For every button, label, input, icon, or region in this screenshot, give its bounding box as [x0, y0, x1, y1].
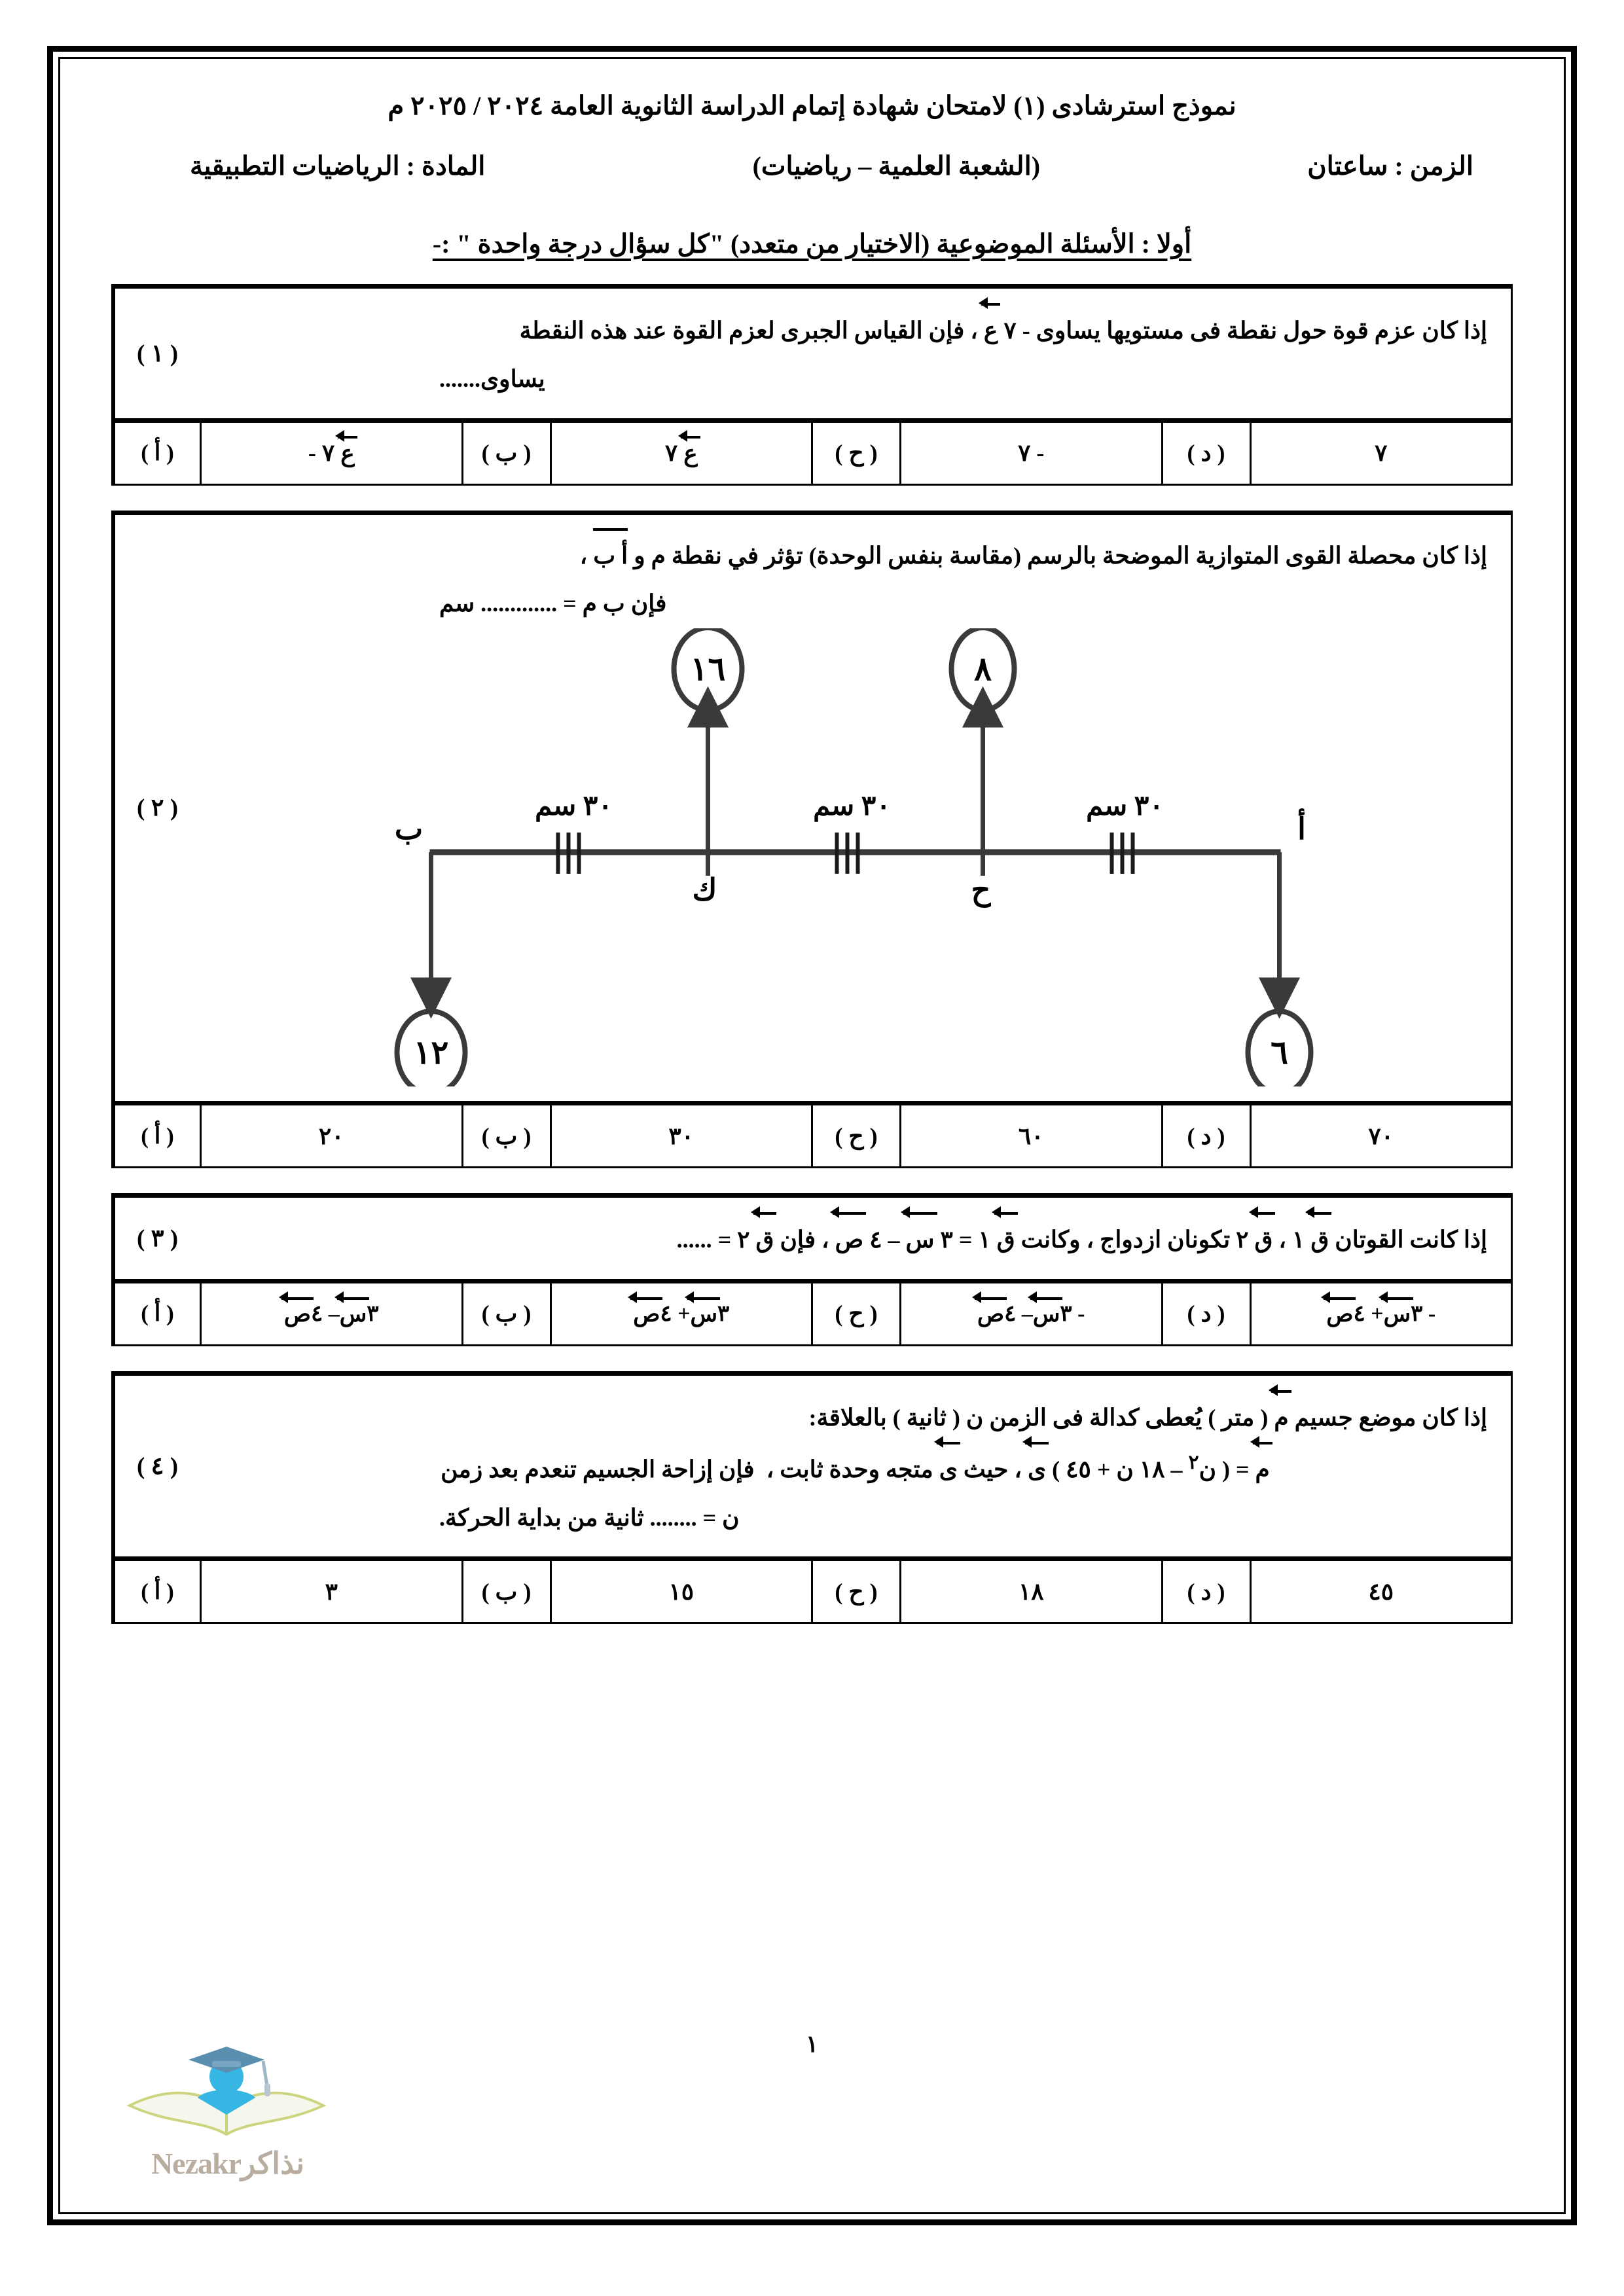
- question-1-row: [113, 289, 1511, 418]
- option-a-value-3[interactable]: ٣ س – ٤ ص: [200, 1283, 461, 1344]
- up-force-8-label: ٨: [974, 651, 992, 688]
- exam-subject: المادة : الرياضيات التطبيقية: [190, 151, 486, 181]
- question-2-number: ( ٢ ): [113, 515, 200, 1102]
- question-3-text: [200, 1198, 1511, 1279]
- question-4-text: [200, 1376, 1511, 1556]
- site-logo-text-arabic: نذاكر: [241, 2147, 305, 2180]
- option-c-value-1[interactable]: - ٧: [899, 423, 1161, 484]
- option-c-letter-4[interactable]: ( ح ): [811, 1561, 899, 1622]
- beam-label-b: ب: [394, 812, 424, 846]
- option-d-letter-2[interactable]: ( د ): [1161, 1105, 1250, 1166]
- question-4-line2: م = ( ن$^٢$ – ١٨ ن + ٤٥ ) ى ، حيث ى متجه وحدة ثابت ، فإن إزاحة الجسيم تنعدم بعد زمن: [223, 1443, 1487, 1494]
- down-force-12-label: ١٢: [413, 1034, 449, 1071]
- segment-label-2: ٣٠ سم: [813, 791, 891, 822]
- question-4-options: [113, 1556, 1511, 1622]
- question-block-3: [111, 1193, 1513, 1346]
- question-4-line3: ن = ........ ثانية من بداية الحركة.: [439, 1504, 740, 1531]
- question-4-line1: إذا كان موضع جسيم م ( متر ) يُعطى كدالة فى الزمن ن ( ثانية ) بالعلاقة:: [808, 1405, 1487, 1431]
- option-b-letter-3[interactable]: ( ب ): [461, 1283, 550, 1344]
- option-c-value-3[interactable]: - ٣ س – ٤ ص: [899, 1283, 1161, 1344]
- page-frame: [47, 46, 1577, 2225]
- question-2-row: [113, 515, 1511, 1102]
- question-2-options: [113, 1101, 1511, 1166]
- option-b-letter-2[interactable]: ( ب ): [461, 1105, 550, 1166]
- option-b-letter-4[interactable]: ( ب ): [461, 1561, 550, 1622]
- option-c-letter-2[interactable]: ( ح ): [811, 1105, 899, 1166]
- question-4-answer-label: ( أ ): [113, 1561, 200, 1622]
- question-3-row: [113, 1198, 1511, 1279]
- question-2-line2: فإن ب م = ............. سم: [439, 590, 667, 617]
- option-d-letter-1[interactable]: ( د ): [1161, 423, 1250, 484]
- page-inner-border: [58, 57, 1566, 2214]
- question-1-text: [200, 289, 1511, 418]
- question-1-line2: يساوى.......: [439, 365, 545, 392]
- option-a-value-2[interactable]: ٢٠: [200, 1105, 461, 1166]
- section-heading-text: أولا : الأسئلة الموضوعية (الاختيار من متعدد) "كل سؤال درجة واحدة " :-: [432, 229, 1192, 259]
- site-logo-icon: [117, 2035, 339, 2153]
- page-number: ١: [805, 2031, 819, 2057]
- site-logo: [117, 2035, 339, 2182]
- option-d-letter-3[interactable]: ( د ): [1161, 1283, 1250, 1344]
- exam-meta-row: [111, 151, 1513, 181]
- exam-title: نموذج استرشادى (١) لامتحان شهادة إتمام الدراسة الثانوية العامة ٢٠٢٤ / ٢٠٢٥ م: [388, 91, 1236, 120]
- up-force-16-label: ١٦: [690, 651, 726, 688]
- option-b-value-1[interactable]: ع ٧: [550, 423, 812, 484]
- question-block-4: [111, 1371, 1513, 1624]
- down-force-6-label: ٦: [1271, 1034, 1288, 1071]
- page-footer: [60, 2018, 1564, 2189]
- option-b-value-4[interactable]: ١٥: [550, 1561, 812, 1622]
- segment-label-1: ٣٠ سم: [535, 791, 613, 822]
- site-logo-text-latin: Nezakr: [151, 2147, 242, 2180]
- cap-tassel-end: [264, 2083, 270, 2096]
- question-4-row: [113, 1376, 1511, 1556]
- option-d-value-3[interactable]: - ٣ س + ٤ ص: [1250, 1283, 1511, 1344]
- force-diagram-svg: [223, 628, 1487, 1086]
- section-heading: [111, 228, 1513, 259]
- question-1-line1: إذا كان عزم قوة حول نقطة فى مستويها يساوى - ٧ ع ، فإن القياس الجبرى لعزم القوة عند هذه النقطة: [520, 317, 1487, 344]
- cap-tassel-icon: [263, 2061, 267, 2086]
- vector-ain-icon: ع: [984, 306, 998, 355]
- question-3-number: ( ٣ ): [113, 1198, 200, 1279]
- option-c-value-2[interactable]: ٦٠: [899, 1105, 1161, 1166]
- node-label-h: ح: [971, 873, 991, 907]
- option-d-letter-4[interactable]: ( د ): [1161, 1561, 1250, 1622]
- question-4-number: ( ٤ ): [113, 1376, 200, 1556]
- cap-band: [212, 2061, 241, 2067]
- option-d-value-1[interactable]: ٧: [1250, 423, 1511, 484]
- option-a-value-4[interactable]: ٣: [200, 1561, 461, 1622]
- question-2-answer-label: ( أ ): [113, 1105, 200, 1166]
- option-b-letter-1[interactable]: ( ب ): [461, 423, 550, 484]
- beam-label-a: أ: [1297, 812, 1306, 846]
- node-label-k: ك: [692, 873, 717, 907]
- exam-time: الزمن : ساعتان: [1307, 151, 1473, 181]
- question-3-options: [113, 1279, 1511, 1344]
- question-block-2: [111, 511, 1513, 1169]
- question-1-number: ( ١ ): [113, 289, 200, 418]
- option-c-letter-1[interactable]: ( ح ): [811, 423, 899, 484]
- graduation-cap-icon: [189, 2047, 264, 2073]
- option-a-value-1[interactable]: ع ٧ -: [200, 423, 461, 484]
- question-3-answer-label: ( أ ): [113, 1283, 200, 1344]
- option-c-letter-3[interactable]: ( ح ): [811, 1283, 899, 1344]
- page-content: [60, 59, 1564, 2212]
- segment-ab-icon: أ ب: [593, 532, 628, 581]
- question-1-options: [113, 418, 1511, 484]
- question-1-answer-label: ( أ ): [113, 423, 200, 484]
- site-logo-text: [117, 2145, 339, 2181]
- question-block-1: [111, 284, 1513, 486]
- question-2-line1: إذا كان محصلة القوى المتوازية الموضحة بالرسم (مقاسة بنفس الوحدة) تؤثر في نقطة م و أ ب ،: [580, 543, 1487, 569]
- option-b-value-2[interactable]: ٣٠: [550, 1105, 812, 1166]
- force-diagram: [223, 628, 1487, 1086]
- option-d-value-4[interactable]: ٤٥: [1250, 1561, 1511, 1622]
- option-b-value-3[interactable]: ٣ س + ٤ ص: [550, 1283, 812, 1344]
- segment-label-3: ٣٠ سم: [1086, 791, 1164, 822]
- question-2-text: [200, 515, 1511, 1102]
- option-d-value-2[interactable]: ٧٠: [1250, 1105, 1511, 1166]
- option-c-value-4[interactable]: ١٨: [899, 1561, 1161, 1622]
- exam-branch: (الشعبة العلمية – رياضيات): [752, 151, 1041, 181]
- question-3-line1: إذا كانت القوتان ق ١ ، ق ٢ تكونان ازدواج ، وكانت ق ١ = ٣ س – ٤ ص ، فإن ق ٢ = ......: [677, 1227, 1487, 1253]
